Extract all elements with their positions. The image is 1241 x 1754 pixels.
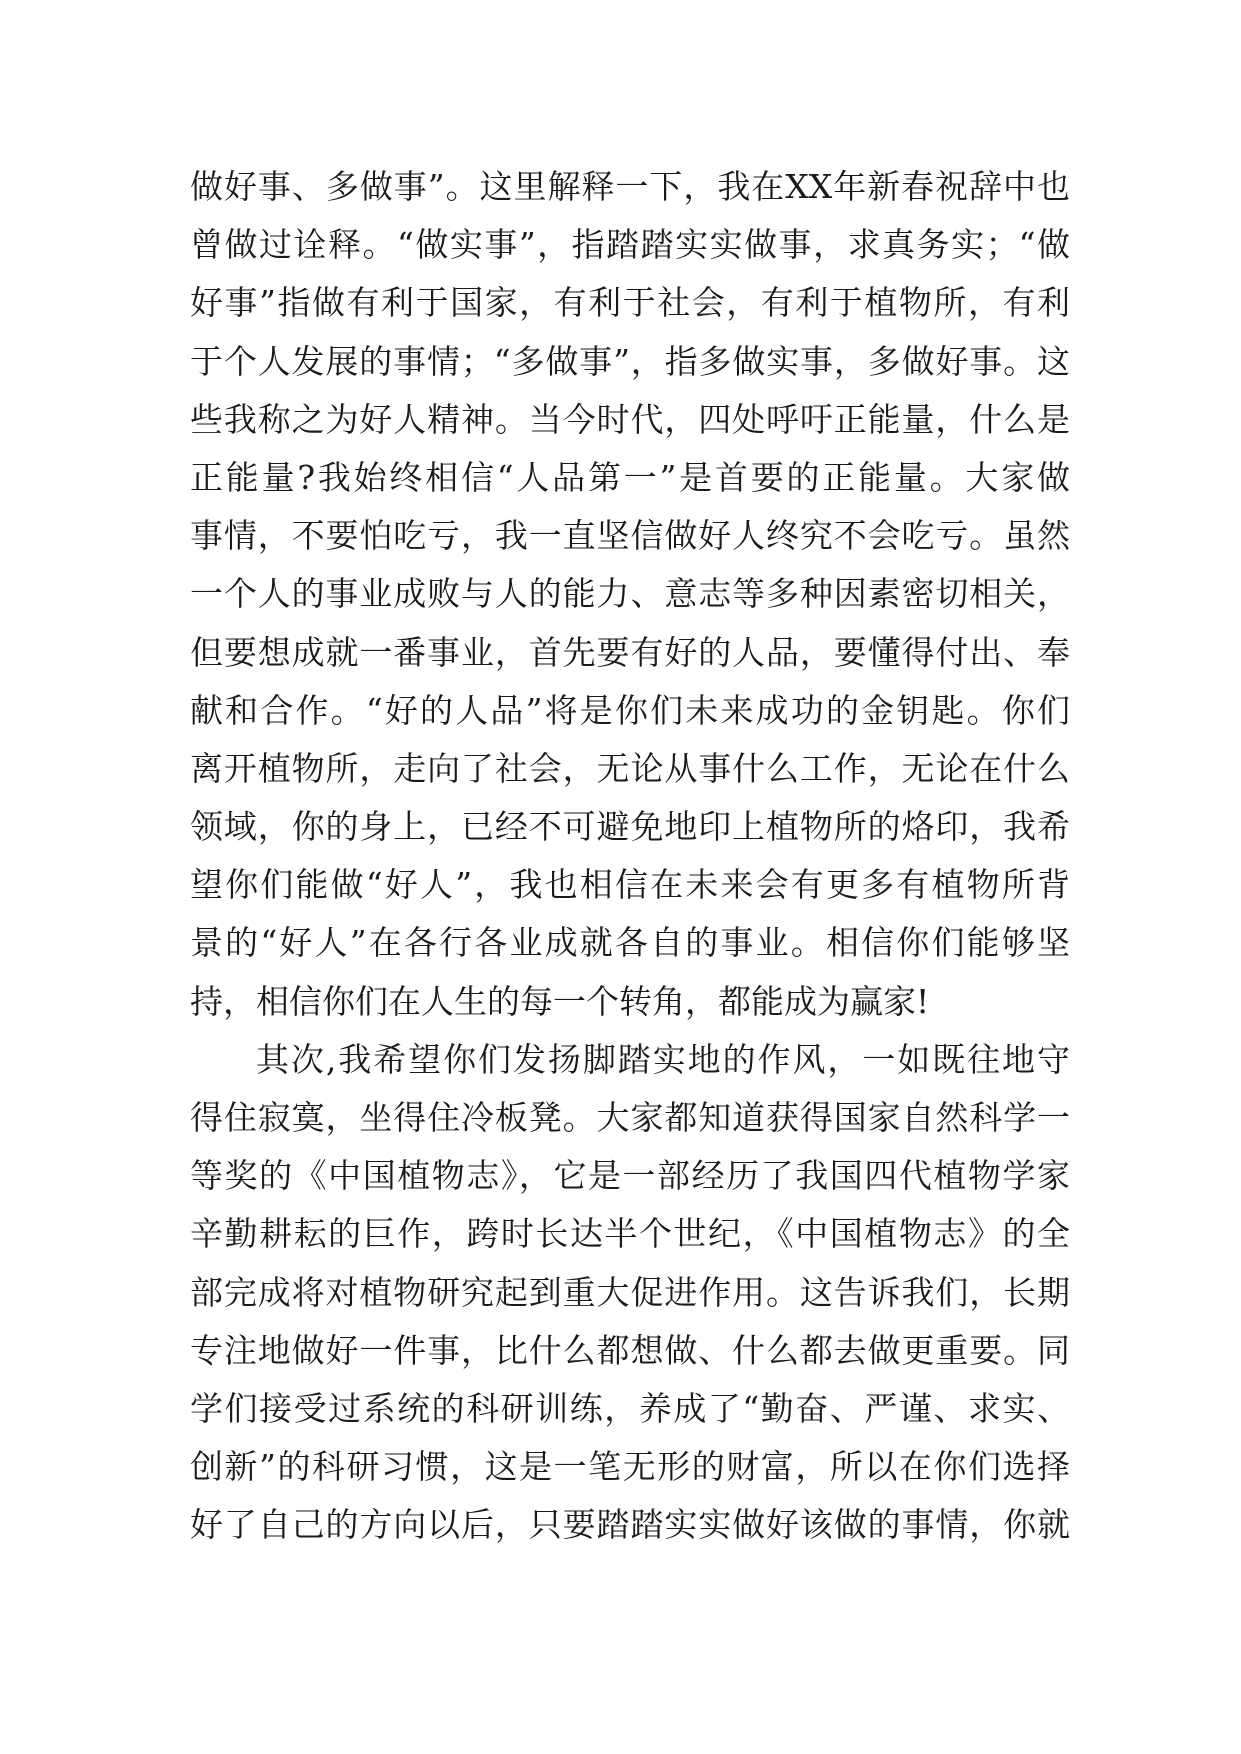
text-line: 好了自己的方向以后，只要踏踏实实做好该做的事情，你就 <box>190 1505 1070 1545</box>
text-line: 得住寂寞，坐得住冷板凳。大家都知道获得国家自然科学一 <box>190 1098 1070 1137</box>
text-line: 正能量?我始终相信“人品第一”是首要的正能量。大家做 <box>190 457 1070 497</box>
text-line: 其次,我希望你们发扬脚踏实地的作风，一如既往地守 <box>256 1039 1070 1079</box>
text-line: 望你们能做“好人”，我也相信在未来会有更多有植物所背 <box>190 865 1070 905</box>
text-line: 一个人的事业成败与人的能力、意志等多种因素密切相关， <box>190 574 1070 614</box>
text-line: 学们接受过系统的科研训练，养成了“勤奋、严谨、求实、 <box>190 1388 1070 1428</box>
text-line: 领域，你的身上，已经不可避免地印上植物所的烙印，我希 <box>190 807 1070 847</box>
text-line: 创新”的科研习惯，这是一笔无形的财富，所以在你们选择 <box>190 1447 1070 1487</box>
text-line: 辛勤耕耘的巨作，跨时长达半个世纪，《中国植物志》的全 <box>190 1214 1070 1254</box>
text-line: 等奖的《中国植物志》，它是一部经历了我国四代植物学家 <box>190 1156 1070 1196</box>
text-line: 做好事、多做事”。这里解释一下，我在XX年新春祝辞中也 <box>190 167 1070 206</box>
text-line: 曾做过诠释。“做实事”，指踏踏实实做事，求真务实；“做 <box>190 225 1070 265</box>
text-line: 事情，不要怕吃亏，我一直坚信做好人终究不会吃亏。虽然 <box>190 516 1070 556</box>
text-line: 景的“好人”在各行各业成就各自的事业。相信你们能够坚 <box>190 923 1070 963</box>
body-text <box>190 158 1070 1555</box>
text-line: 但要想成就一番事业，首先要有好的人品，要懂得付出、奉 <box>190 632 1070 672</box>
text-line: 部完成将对植物研究起到重大促进作用。这告诉我们，长期 <box>190 1272 1070 1312</box>
text-line: 离开植物所，走向了社会，无论从事什么工作，无论在什么 <box>190 748 1070 788</box>
text-line: 于个人发展的事情；“多做事”，指多做实事，多做好事。这 <box>190 341 1070 381</box>
text-line: 专注地做好一件事，比什么都想做、什么都去做更重要。同 <box>190 1330 1070 1370</box>
text-line: 好事”指做有利于国家，有利于社会，有利于植物所，有利 <box>190 283 1070 323</box>
text-line: 献和合作。“好的人品”将是你们未来成功的金钥匙。你们 <box>190 690 1070 730</box>
text-line: 些我称之为好人精神。当今时代，四处呼吁正能量，什么是 <box>190 399 1070 439</box>
text-line: 持，相信你们在人生的每一个转角，都能成为赢家! <box>190 981 930 1021</box>
